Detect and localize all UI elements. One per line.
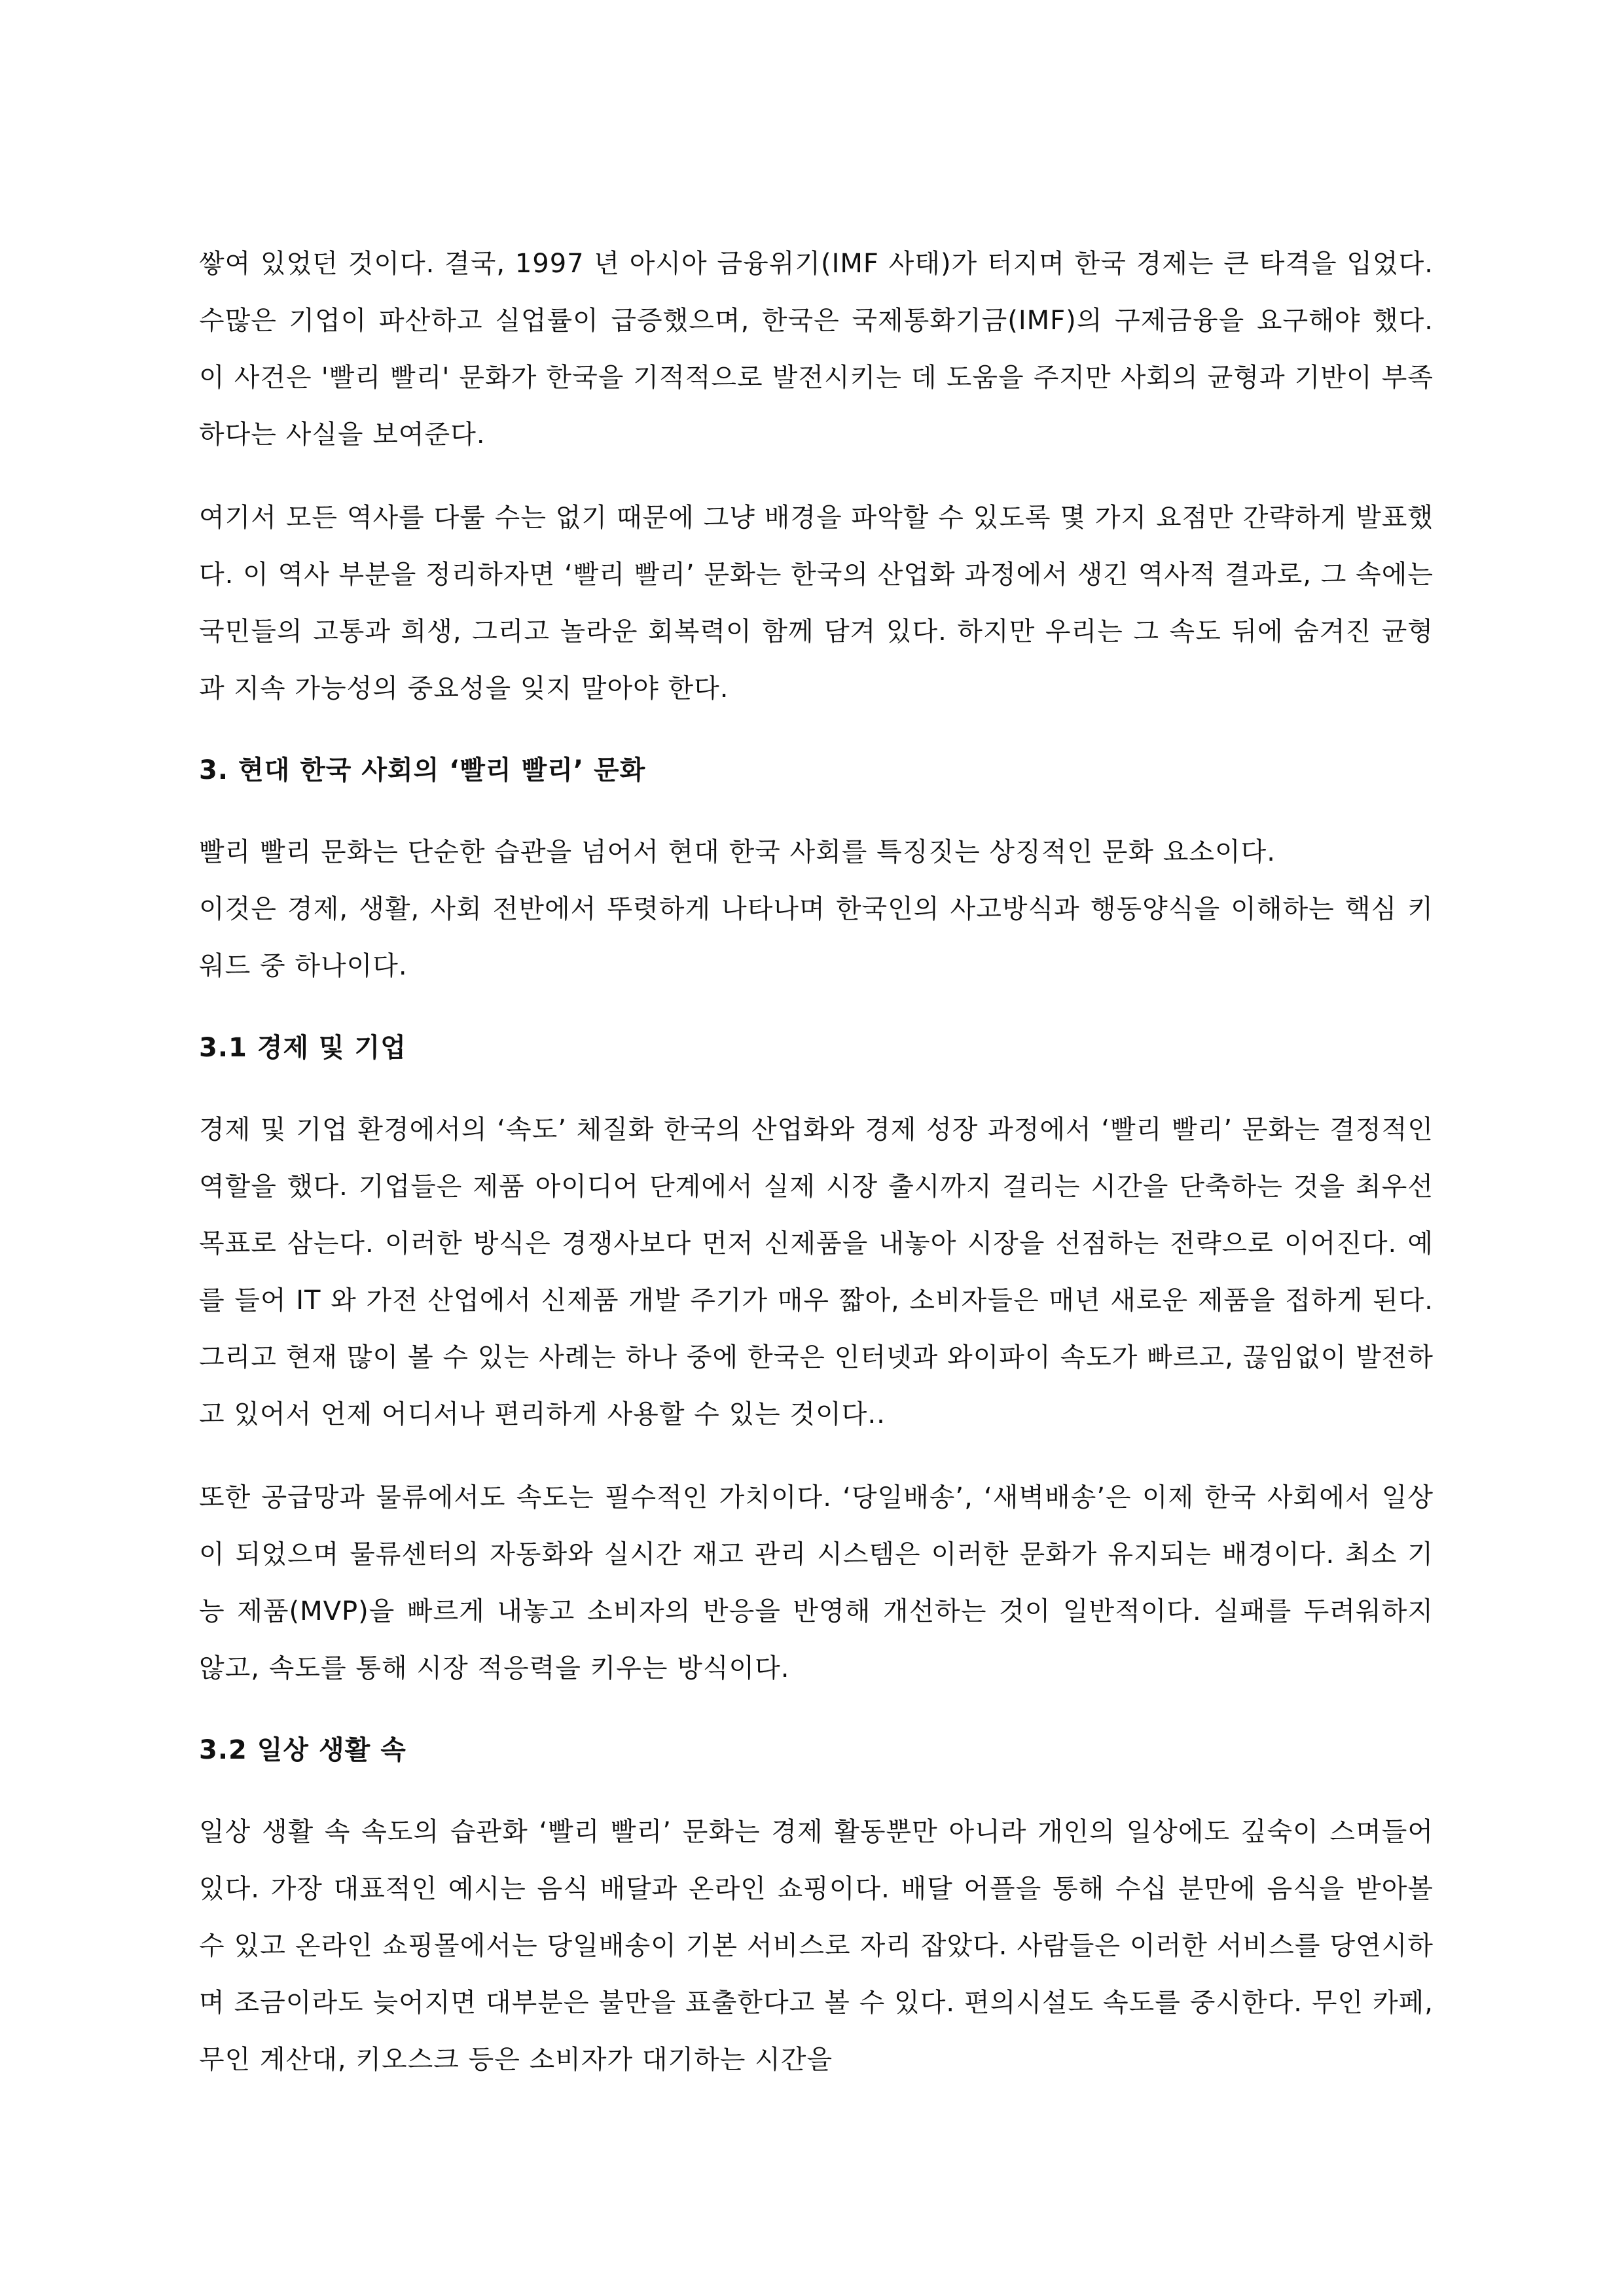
paragraph-section3-intro-line2: 이것은 경제, 생활, 사회 전반에서 뚜렷하게 나타나며 한국인의 사고방식과 행동양식을 이해하는 핵심 키워드 중 하나이다.: [199, 894, 1434, 981]
paragraph-section3-intro-line1: 빨리 빨리 문화는 단순한 습관을 넘어서 현대 한국 사회를 특징짓는 상징적인 문화 요소이다.: [199, 837, 1276, 867]
paragraph-economy-business: 경제 및 기업 환경에서의 ‘속도’ 체질화 한국의 산업화와 경제 성장 과정에서 ‘빨리 빨리’ 문화는 결정적인 역할을 했다. 기업들은 제품 아이디어 단계에서 실제 시장 출시까지 걸리는 시간을 단축하는 것을 최우선 목표로 삼는다. 이러한 방식은 경쟁사보다 먼저 신제품을 내놓아 시장을 선점하는 전략으로 이어진다. 예를 들어 IT 와 가전 산업에서 신제품 개발 주기가 매우 짧아, 소비자들은 매년 새로운 제품을 접하게 된다. 그리고 현재 많이 볼 수 있는 사례는 하나 중에 한국은 인터넷과 와이파이 속도가 빠르고, 끊임없이 발전하고 있어서 언제 어디서나 편리하게 사용할 수 있는 것이다..: [199, 1115, 1434, 1429]
section-heading-3-1: 3.1 경제 및 기업: [199, 1033, 406, 1063]
paragraph-section3-intro: [199, 824, 1434, 995]
section-heading-3-2: 3.2 일상 생활 속: [199, 1735, 406, 1765]
paragraph-imf-crisis: 쌓여 있었던 것이다. 결국, 1997 년 아시아 금융위기(IMF 사태)가 터지며 한국 경제는 큰 타격을 입었다. 수많은 기업이 파산하고 실업률이 급증했으며, 한국은 국제통화기금(IMF)의 구제금융을 요구해야 했다. 이 사건은 '빨리 빨리' 문화가 한국을 기적적으로 발전시키는 데 도움을 주지만 사회의 균형과 기반이 부족하다는 사실을 보여준다.: [199, 249, 1434, 450]
paragraph-history-summary: 여기서 모든 역사를 다룰 수는 없기 때문에 그냥 배경을 파악할 수 있도록 몇 가지 요점만 간략하게 발표했다. 이 역사 부분을 정리하자면 ‘빨리 빨리’ 문화는 한국의 산업화 과정에서 생긴 역사적 결과로, 그 속에는 국민들의 고통과 희생, 그리고 놀라운 회복력이 함께 담겨 있다. 하지만 우리는 그 속도 뒤에 숨겨진 균형과 지속 가능성의 중요성을 잊지 말아야 한다.: [199, 503, 1434, 704]
section-heading-3: 3. 현대 한국 사회의 ‘빨리 빨리’ 문화: [199, 755, 646, 785]
paragraph-daily-life: 일상 생활 속 속도의 습관화 ‘빨리 빨리’ 문화는 경제 활동뿐만 아니라 개인의 일상에도 깊숙이 스며들어 있다. 가장 대표적인 예시는 음식 배달과 온라인 쇼핑이다. 배달 어플을 통해 수십 분만에 음식을 받아볼 수 있고 온라인 쇼핑몰에서는 당일배송이 기본 서비스로 자리 잡았다. 사람들은 이러한 서비스를 당연시하며 조금이라도 늦어지면 대부분은 불만을 표출한다고 볼 수 있다. 편의시설도 속도를 중시한다. 무인 카페, 무인 계산대, 키오스크 등은 소비자가 대기하는 시간을: [199, 1817, 1434, 2075]
document-page: [199, 236, 1434, 2089]
paragraph-supply-chain: 또한 공급망과 물류에서도 속도는 필수적인 가치이다. ‘당일배송’, ‘새벽배송’은 이제 한국 사회에서 일상이 되었으며 물류센터의 자동화와 실시간 재고 관리 시스템은 이러한 문화가 유지되는 배경이다. 최소 기능 제품(MVP)을 빠르게 내놓고 소비자의 반응을 반영해 개선하는 것이 일반적이다. 실패를 두려워하지 않고, 속도를 통해 시장 적응력을 키우는 방식이다.: [199, 1482, 1434, 1683]
